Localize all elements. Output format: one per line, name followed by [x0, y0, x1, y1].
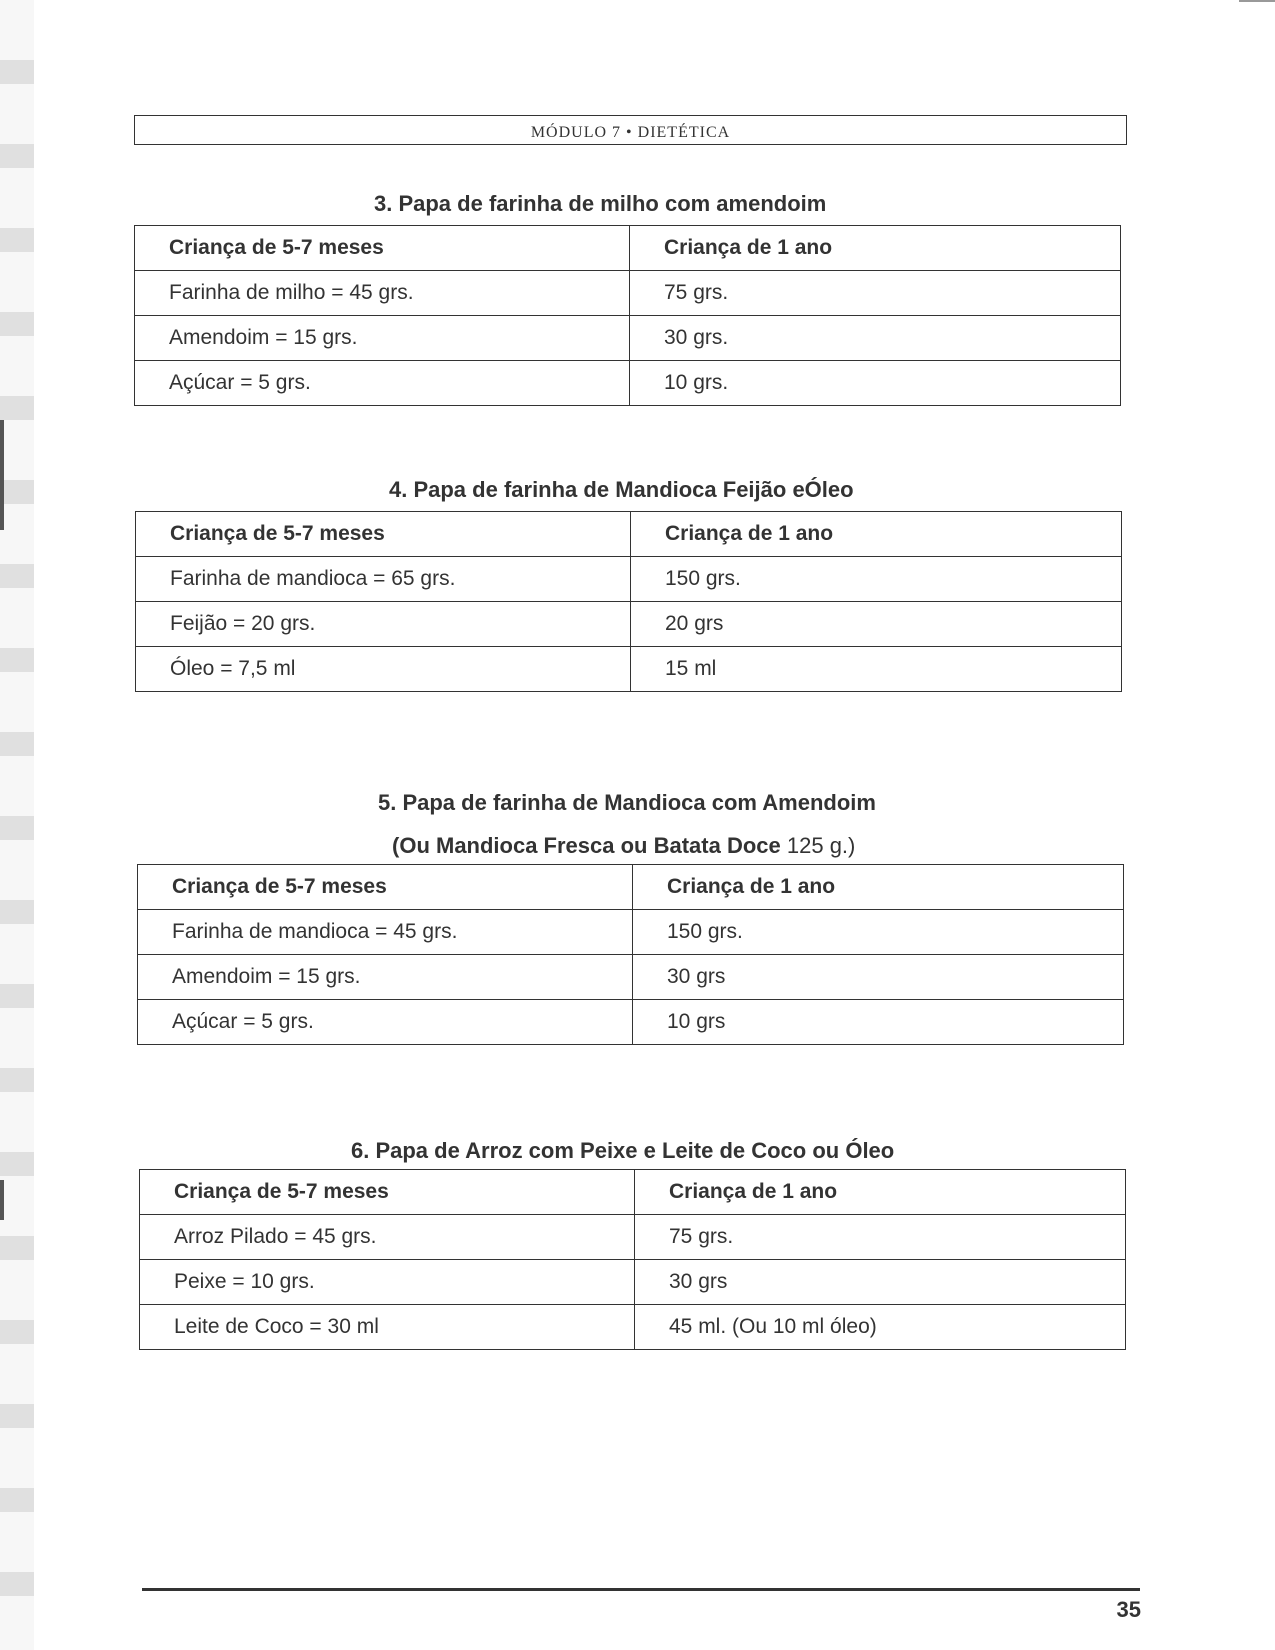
- table-row: [140, 1260, 1126, 1305]
- table-cell: 150 grs.: [633, 910, 1124, 955]
- table-header-row: [138, 865, 1124, 910]
- column-header-1-year: Criança de 1 ano: [630, 226, 1121, 271]
- table-header-row: [135, 226, 1121, 271]
- table-row: [138, 955, 1124, 1000]
- table-cell: Leite de Coco = 30 ml: [140, 1305, 635, 1350]
- table-cell: Açúcar = 5 grs.: [135, 361, 630, 406]
- table-cell: 150 grs.: [631, 557, 1122, 602]
- table-cell: 30 grs: [633, 955, 1124, 1000]
- table-row: [140, 1305, 1126, 1350]
- table-cell: Amendoim = 15 grs.: [135, 316, 630, 361]
- scan-binding-edge: [0, 0, 34, 1650]
- recipe-6-title: 6. Papa de Arroz com Peixe e Leite de Coco ou Óleo: [351, 1138, 895, 1163]
- module-header-box: [134, 115, 1127, 145]
- table-cell: Arroz Pilado = 45 grs.: [140, 1215, 635, 1260]
- table-cell: Feijão = 20 grs.: [136, 602, 631, 647]
- table-row: [138, 1000, 1124, 1045]
- table-row: [135, 316, 1121, 361]
- recipe-3-title: 3. Papa de farinha de milho com amendoim: [374, 191, 827, 216]
- page-number: 35: [1116, 1597, 1141, 1622]
- column-header-5-7-months: Criança de 5-7 meses: [138, 865, 633, 910]
- table-cell: Peixe = 10 grs.: [140, 1260, 635, 1305]
- table-header-row: [136, 512, 1122, 557]
- table-cell: 45 ml. (Ou 10 ml óleo): [635, 1305, 1126, 1350]
- table-row: [140, 1215, 1126, 1260]
- table-row: [136, 647, 1122, 692]
- table-row: [138, 910, 1124, 955]
- table-cell: Amendoim = 15 grs.: [138, 955, 633, 1000]
- table-row: [135, 361, 1121, 406]
- recipe-5-subtitle: [392, 833, 855, 859]
- recipe-5-table: [137, 864, 1124, 1045]
- column-header-5-7-months: Criança de 5-7 meses: [135, 226, 630, 271]
- recipe-5-title: 5. Papa de farinha de Mandioca com Amendoim: [378, 790, 876, 815]
- table-header-row: [140, 1170, 1126, 1215]
- table-cell: 20 grs: [631, 602, 1122, 647]
- table-cell: 30 grs: [635, 1260, 1126, 1305]
- table-cell: 30 grs.: [630, 316, 1121, 361]
- table-row: [136, 557, 1122, 602]
- table-row: [135, 271, 1121, 316]
- column-header-1-year: Criança de 1 ano: [631, 512, 1122, 557]
- recipe-5-subtitle-quantity: 125 g.): [780, 833, 856, 858]
- table-cell: 10 grs.: [630, 361, 1121, 406]
- module-header-title: MÓDULO 7 • DIETÉTICA: [530, 124, 731, 141]
- recipe-4-title: 4. Papa de farinha de Mandioca Feijão eÓleo: [389, 477, 854, 502]
- table-cell: 75 grs.: [630, 271, 1121, 316]
- footer-rule: [142, 1588, 1140, 1591]
- column-header-5-7-months: Criança de 5-7 meses: [136, 512, 631, 557]
- table-cell: Farinha de mandioca = 65 grs.: [136, 557, 631, 602]
- table-cell: 10 grs: [633, 1000, 1124, 1045]
- table-cell: 75 grs.: [635, 1215, 1126, 1260]
- recipe-5-subtitle-bold: (Ou Mandioca Fresca ou Batata Doce: [392, 833, 781, 858]
- table-cell: Óleo = 7,5 ml: [136, 647, 631, 692]
- binding-mark: [0, 1180, 4, 1220]
- table-cell: Açúcar = 5 grs.: [138, 1000, 633, 1045]
- column-header-1-year: Criança de 1 ano: [633, 865, 1124, 910]
- recipe-4-table: [135, 511, 1122, 692]
- table-cell: Farinha de mandioca = 45 grs.: [138, 910, 633, 955]
- table-cell: Farinha de milho = 45 grs.: [135, 271, 630, 316]
- recipe-3-table: [134, 225, 1121, 406]
- corner-rule: [1239, 0, 1275, 2]
- column-header-5-7-months: Criança de 5-7 meses: [140, 1170, 635, 1215]
- recipe-6-table: [139, 1169, 1126, 1350]
- binding-mark: [0, 420, 4, 530]
- table-cell: 15 ml: [631, 647, 1122, 692]
- table-row: [136, 602, 1122, 647]
- column-header-1-year: Criança de 1 ano: [635, 1170, 1126, 1215]
